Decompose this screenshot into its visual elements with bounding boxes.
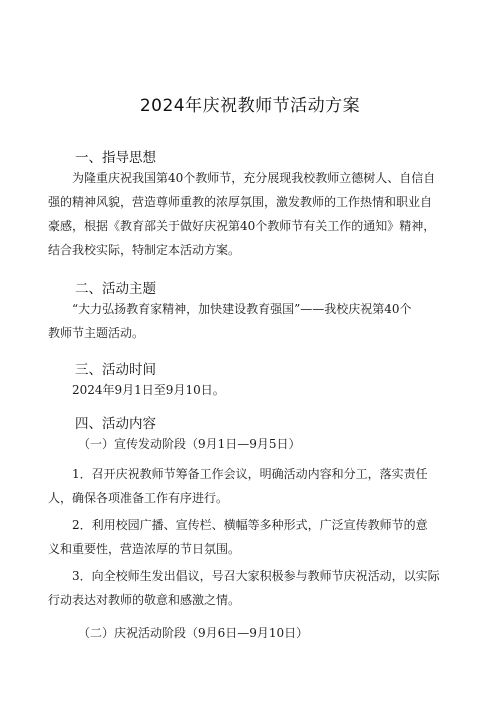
paragraph-line: 教师节主题活动。 xyxy=(48,326,145,340)
document-title: 2024年庆祝教师节活动方案 xyxy=(139,96,361,116)
stage-heading: （二）庆祝活动阶段（9月6日—9月10日） xyxy=(78,626,309,640)
section-heading-guiding-ideology: 一、指导思想 xyxy=(75,150,156,166)
paragraph-line: 结合我校实际，特制定本活动方案。 xyxy=(48,243,241,257)
list-item-3 xyxy=(48,564,450,612)
paragraph-line: 强的精神风貌，营造尊师重教的浓厚氛围，激发教师的工作热情和职业自 xyxy=(48,195,433,209)
paragraph-line: 2024年9月1日至9月10日。 xyxy=(72,383,225,397)
section-heading-theme: 二、活动主题 xyxy=(75,281,156,297)
paragraph-line: 行动表达对教师的敬意和感激之情。 xyxy=(48,593,241,607)
subheading-celebration-stage xyxy=(48,621,450,645)
stage-heading: （一）宣传发动阶段（9月1日—9月5日） xyxy=(78,437,301,451)
paragraph-line: 义和重要性，营造浓厚的节日氛围。 xyxy=(48,542,241,556)
subheading-publicity-stage xyxy=(48,432,450,456)
section-heading-time: 三、活动时间 xyxy=(75,362,156,378)
paragraph-guiding-ideology xyxy=(48,166,450,262)
paragraph-line: “大力弘扬教育家精神，加快建设教育强国”——我校庆祝第40个 xyxy=(72,302,412,316)
list-item-1 xyxy=(48,462,450,510)
paragraph-line: 人，确保各项准备工作有序进行。 xyxy=(48,491,229,505)
paragraph-line: 豪感，根据《教育部关于做好庆祝第40个教师节有关工作的通知》精神， xyxy=(48,219,436,233)
paragraph-line: 为隆重庆祝我国第40个教师节，充分展现我校教师立德树人、自信自 xyxy=(72,171,436,185)
paragraph-line: 1．召开庆祝教师节筹备工作会议，明确活动内容和分工，落实责任 xyxy=(72,467,428,481)
section-heading-content: 四、活动内容 xyxy=(75,416,156,432)
paragraph-theme xyxy=(48,297,450,345)
list-item-2 xyxy=(48,513,450,561)
paragraph-time xyxy=(48,378,450,402)
paragraph-line: 3．向全校师生发出倡议，号召大家积极参与教师节庆祝活动，以实际 xyxy=(72,569,440,583)
paragraph-line: 2．利用校园广播、宣传栏、横幅等多种形式，广泛宣传教师节的意 xyxy=(72,518,428,532)
